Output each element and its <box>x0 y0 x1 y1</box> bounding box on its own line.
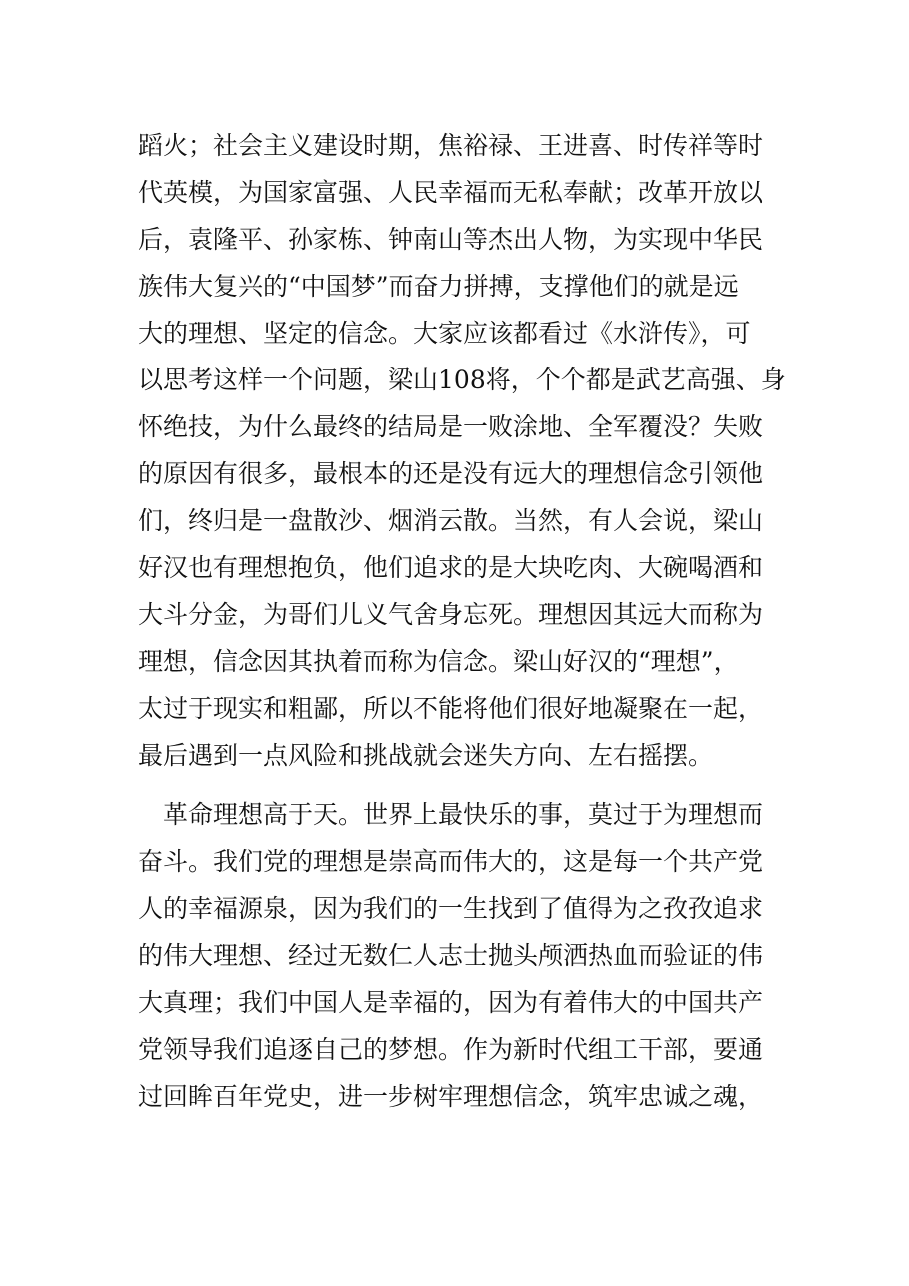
text-line: 好汉也有理想抱负，他们追求的是大块吃肉、大碗喝酒和 <box>138 553 764 583</box>
text-line: 过回眸百年党史，进一步树牢理想信念，筑牢忠诚之魂， <box>138 1081 764 1111</box>
text-line: 最后遇到一点风险和挑战就会迷失方向、左右摇摆。 <box>138 740 714 770</box>
text-line: 代英模，为国家富强、人民幸福而无私奉献；改革开放以 <box>138 177 764 207</box>
text-line: 革命理想高于天。世界上最快乐的事，莫过于为理想而 <box>138 800 764 830</box>
text-line: 党领导我们追逐自己的梦想。作为新时代组工干部，要通 <box>138 1034 764 1064</box>
text-line: 奋斗。我们党的理想是崇高而伟大的，这是每一个共产党 <box>138 847 764 877</box>
paragraph-spacer <box>138 779 778 792</box>
text-line: 怀绝技，为什么最终的结局是一败涂地、全军覆没？失败 <box>138 412 764 442</box>
text-line: 后，袁隆平、孙家栋、钟南山等杰出人物，为实现中华民 <box>138 224 764 254</box>
text-line: 太过于现实和粗鄙，所以不能将他们很好地凝聚在一起， <box>138 693 764 723</box>
paragraph-2 <box>138 792 778 1120</box>
text-line: 以思考这样一个问题，梁山108将，个个都是武艺高强、身 <box>138 365 786 395</box>
text-line: 大真理；我们中国人是幸福的，因为有着伟大的中国共产 <box>138 988 764 1018</box>
text-line: 族伟大复兴的“中国梦”而奋力拼搏，支撑他们的就是远 <box>138 271 739 301</box>
text-line: 人的幸福源泉，因为我们的一生找到了值得为之孜孜追求 <box>138 894 764 924</box>
text-line: 的原因有很多，最根本的还是没有远大的理想信念引领他 <box>138 459 764 489</box>
text-line: 们，终归是一盘散沙、烟消云散。当然，有人会说，梁山 <box>138 506 764 536</box>
text-line: 的伟大理想、经过无数仁人志士抛头颅洒热血而验证的伟 <box>138 941 764 971</box>
text-line: 大的理想、坚定的信念。大家应该都看过《水浒传》，可 <box>138 318 751 348</box>
paragraph-1 <box>138 123 786 779</box>
document-body <box>138 123 786 1121</box>
text-line: 理想，信念因其执着而称为信念。梁山好汉的“理想”， <box>138 646 739 676</box>
text-line: 蹈火；社会主义建设时期，焦裕禄、王进喜、时传祥等时 <box>138 131 764 160</box>
text-line: 大斗分金，为哥们儿义气舍身忘死。理想因其远大而称为 <box>138 599 764 629</box>
